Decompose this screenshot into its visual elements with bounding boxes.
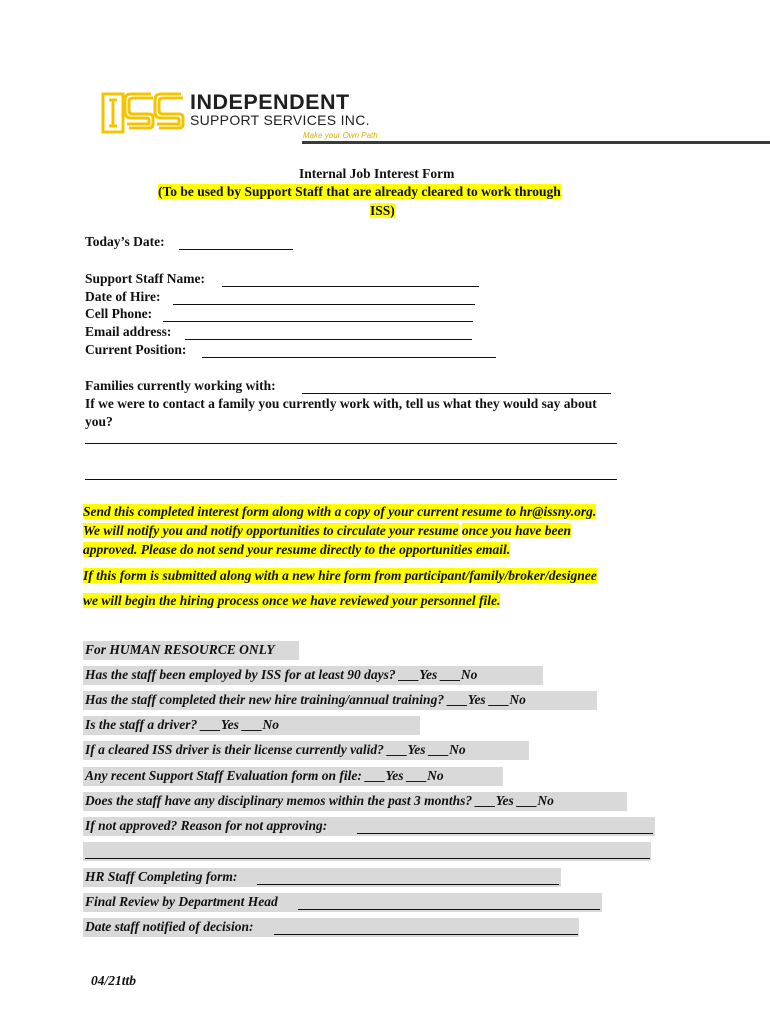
form-subtitle-text2: ISS) (370, 203, 395, 218)
final-review-label: Final Review by Department Head (85, 894, 278, 909)
hr-question-employed-90-days: Has the staff been employed by ISS for at least 90 days? ___Yes ___No (85, 667, 478, 682)
instructions-line5 (83, 593, 500, 609)
hr-staff-completing-label: HR Staff Completing form: (85, 869, 238, 884)
company-name: INDEPENDENT (190, 90, 350, 114)
contact-family-question-cont: you? (85, 414, 113, 429)
support-staff-name-label: Support Staff Name: (85, 271, 205, 286)
form-subtitle-line2 (370, 203, 395, 219)
support-staff-name-line[interactable] (222, 286, 479, 287)
families-working-with-line[interactable] (302, 393, 611, 394)
hr-question-reason-not-approving: If not approved? Reason for not approving: (85, 818, 328, 833)
contact-family-question: If we were to contact a family you currently work with, tell us what they would say about (85, 396, 597, 411)
instructions-line1 (83, 504, 596, 520)
email-address-label: Email address: (85, 324, 172, 339)
form-subtitle-line1 (158, 184, 561, 200)
date-notified-label: Date staff notified of decision: (85, 919, 254, 934)
instructions-text2b: once you have been (461, 523, 571, 538)
hr-question-evaluation-on-file: Any recent Support Staff Evaluation form on file: ___Yes ___No (85, 768, 444, 783)
instructions-line4 (83, 568, 597, 584)
date-of-hire-line[interactable] (173, 304, 475, 305)
hr-section-heading: For HUMAN RESOURCE ONLY (85, 642, 275, 657)
hr-question-training-complete: Has the staff completed their new hire training/annual training? ___Yes ___No (85, 692, 526, 707)
instructions-line2 (83, 523, 571, 539)
hr-question-license-valid: If a cleared ISS driver is their license currently valid? ___Yes ___No (85, 742, 466, 757)
company-subname: SUPPORT SERVICES INC. (190, 112, 370, 128)
date-notified-line[interactable] (274, 934, 578, 935)
form-revision-code: 04/21ttb (91, 973, 137, 988)
current-position-label: Current Position: (85, 342, 187, 357)
hr-question-driver: Is the staff a driver? ___Yes ___No (85, 717, 279, 732)
todays-date-line[interactable] (179, 249, 293, 250)
date-of-hire-label: Date of Hire: (85, 289, 161, 304)
instructions-text5: we will begin the hiring process once we have reviewed your personnel file. (83, 593, 501, 608)
families-working-with-label: Families currently working with: (85, 378, 276, 393)
reason-line-2[interactable] (85, 858, 650, 859)
email-address-line[interactable] (185, 339, 472, 340)
cell-phone-line[interactable] (163, 321, 473, 322)
instructions-text4: If this form is submitted along with a new hire form from participant/family/broker/designee (83, 568, 597, 583)
final-review-line[interactable] (298, 909, 600, 910)
form-subtitle-text1: (To be used by Support Staff that are already cleared to work through (158, 184, 561, 199)
answer-line-1[interactable] (85, 443, 617, 444)
form-title: Internal Job Interest Form (299, 166, 455, 181)
reason-line-1[interactable] (357, 833, 653, 834)
current-position-line[interactable] (202, 357, 496, 358)
hr-question-disciplinary-memos: Does the staff have any disciplinary memos within the past 3 months? ___Yes ___No (85, 793, 554, 808)
instructions-line3 (83, 542, 510, 558)
instructions-text1: Send this completed interest form along with a copy of your current resume to hr@issny.org. (83, 504, 597, 519)
answer-line-2[interactable] (85, 479, 617, 480)
instructions-text3: approved. Please do not send your resume directly to the opportunities email. (83, 542, 511, 557)
hr-staff-completing-line[interactable] (257, 884, 559, 885)
instructions-text2a: We will notify you and notify opportunities to circulate your resume (83, 523, 459, 538)
iss-logo-mark (101, 92, 186, 134)
company-tagline: Make your Own Path (303, 131, 378, 140)
cell-phone-label: Cell Phone: (85, 306, 153, 321)
header-divider (302, 141, 770, 144)
todays-date-label: Today’s Date: (85, 234, 165, 249)
